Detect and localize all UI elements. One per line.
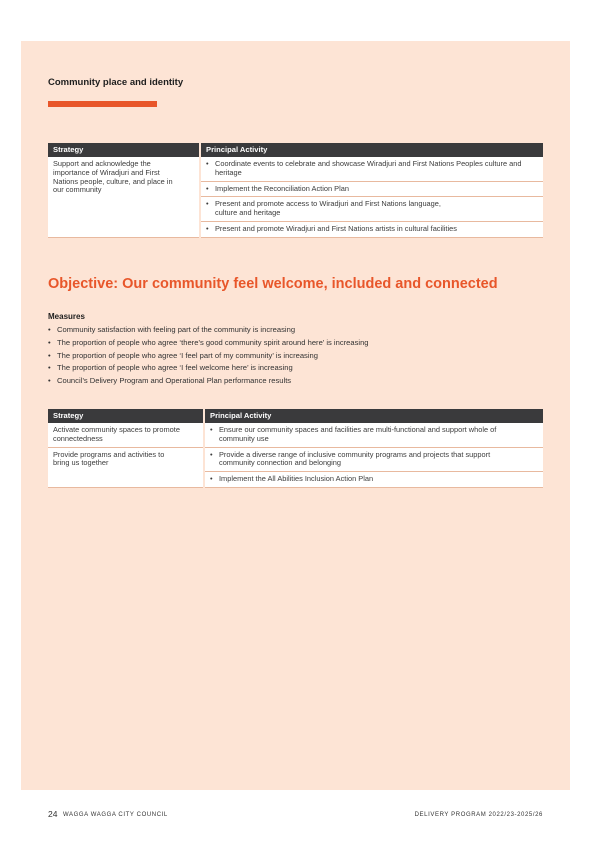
bullet: • <box>48 337 51 347</box>
bullet: • <box>48 363 51 373</box>
strategy-text: Activate community spaces to promote connectedness <box>53 425 180 443</box>
activity-text: Present and promote Wiradjuri and First Nations artists in cultural facilities <box>215 223 457 233</box>
strategy-table-2 <box>48 409 543 488</box>
activity-cell <box>200 157 543 181</box>
table-row <box>48 423 543 447</box>
activity-cell <box>204 423 543 447</box>
activity-text: Implement the All Abilities Inclusion Action Plan <box>219 474 374 484</box>
header-principal-activity: Principal Activity <box>200 143 543 157</box>
measure-text: The proportion of people who agree ‘there’s good community spirit around here’ is increasing <box>57 337 369 347</box>
objective-heading: Objective: Our community feel welcome, included and connected <box>48 276 498 292</box>
activity-cell <box>200 197 543 222</box>
header-principal-activity: Principal Activity <box>204 409 543 423</box>
activity-text: Present and promote access to Wiradjuri and First Nations language, culture and heritage <box>215 199 441 218</box>
measure-text: The proportion of people who agree ‘I feel part of my community’ is increasing <box>57 350 318 360</box>
activity-cell <box>204 472 543 488</box>
measures-label: Measures <box>48 312 85 321</box>
table-row <box>48 447 543 472</box>
activity-text: Coordinate events to celebrate and showcase Wiradjuri and First Nations Peoples culture and heritage <box>215 159 522 177</box>
list-item <box>48 362 369 375</box>
measure-text: Community satisfaction with feeling part of the community is increasing <box>57 325 296 334</box>
bullet: • <box>48 376 51 386</box>
activity-text: Implement the Reconciliation Action Plan <box>215 183 349 193</box>
bullet: • <box>206 183 209 193</box>
list-item <box>48 375 369 388</box>
footer-council-name: WAGGA WAGGA CITY COUNCIL <box>63 812 168 818</box>
bullet: • <box>206 223 209 233</box>
activity-text: Ensure our community spaces and facilities are multi-functional and support whole of community use <box>219 425 497 443</box>
measure-text: The proportion of people who agree ‘I feel welcome here’ is increasing <box>57 363 293 373</box>
measure-text: Council’s Delivery Program and Operational Plan performance results <box>57 376 292 386</box>
table-header-row <box>48 143 543 157</box>
strategy-text: Support and acknowledge the importance of Wiradjuri and First Nations people, culture, and place in our community <box>53 159 173 195</box>
activity-text: Provide a diverse range of inclusive community programs and projects that support community connection and belonging <box>219 449 491 468</box>
strategy-cell <box>48 423 204 447</box>
bullet: • <box>210 425 213 434</box>
list-item <box>48 324 369 337</box>
bullet: • <box>206 199 209 209</box>
strategy-text: Provide programs and activities to bring us together <box>53 449 165 468</box>
activity-cell <box>204 447 543 472</box>
strategy-cell <box>48 447 204 487</box>
page-number: 24 <box>48 809 58 819</box>
bullet: • <box>210 474 213 484</box>
header-strategy: Strategy <box>48 143 200 157</box>
strategy-table-1 <box>48 143 543 238</box>
header-strategy: Strategy <box>48 409 204 423</box>
bullet: • <box>206 159 209 168</box>
bullet: • <box>48 325 51 334</box>
list-item <box>48 337 369 350</box>
accent-bar <box>48 101 157 107</box>
table-header-row <box>48 409 543 423</box>
bullet: • <box>210 449 213 459</box>
activity-cell <box>200 181 543 197</box>
bullet: • <box>48 350 51 360</box>
table-row <box>48 157 543 181</box>
strategy-cell <box>48 157 200 237</box>
footer-document-title: DELIVERY PROGRAM 2022/23-2025/26 <box>414 812 543 818</box>
activity-cell <box>200 221 543 237</box>
list-item <box>48 350 369 363</box>
measures-list <box>48 324 369 388</box>
section-title: Community place and identity <box>48 77 184 88</box>
